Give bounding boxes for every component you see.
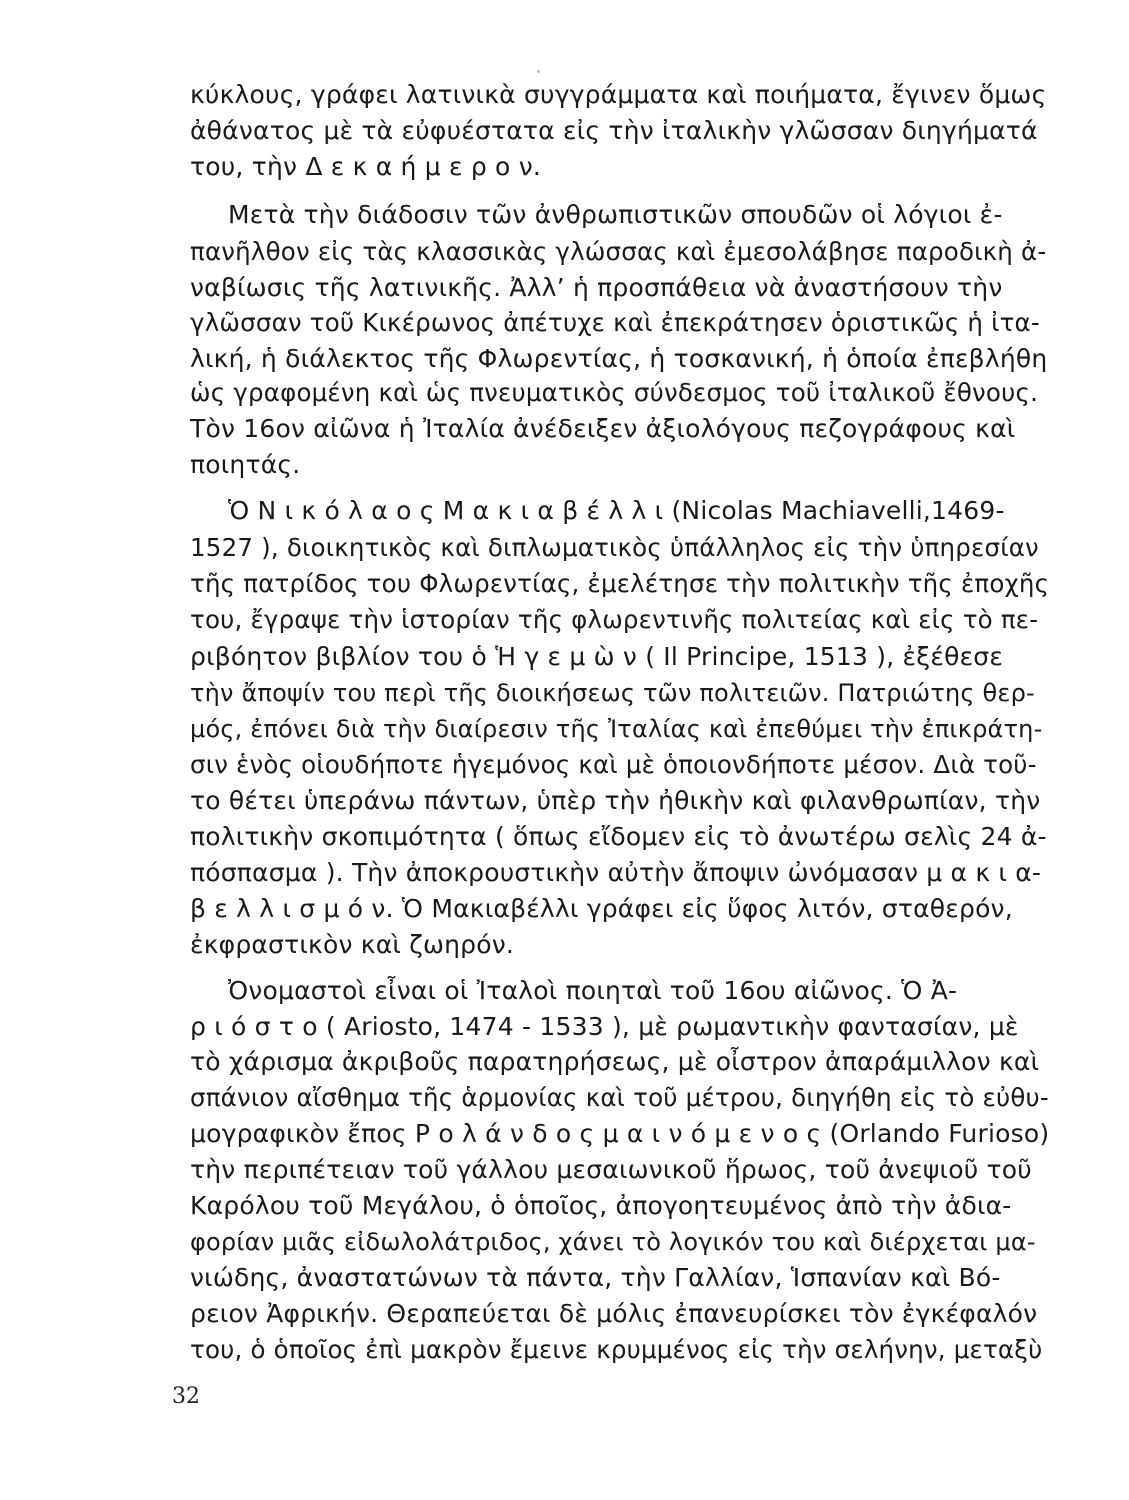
text-line: πόσπασμα ). Τὴν ἀποκρουστικὴν αὐτὴν ἄποψιν ὠνόμασαν μ α κ ι α- <box>190 858 1042 887</box>
text-line: σιν ἑνὸς οἱουδήποτε ἡγεμόνος καὶ μὲ ὁποιονδήποτε μέσον. Διὰ τοῦ- <box>190 750 1037 779</box>
text-line: ρ ι ό σ τ ο ( Ariosto, 1474 - 1533 ), μὲ ρωμαντικὴν φαντασίαν, μὲ <box>190 1012 1019 1041</box>
text-line: Καρόλου τοῦ Μεγάλου, ὁ ὁποῖος, ἀπογοητευμένος ἀπὸ τὴν ἀδια- <box>190 1191 1012 1220</box>
text-line: πολιτικὴν σκοπιμότητα ( ὅπως εἴδομεν εἰς τὸ ἀνωτέρω σελὶς 24 ἀ- <box>190 822 1047 851</box>
text-line: τὴν περιπέτειαν τοῦ γάλλου μεσαιωνικοῦ ἥρωος, τοῦ ἀνεψιοῦ τοῦ <box>190 1155 1032 1184</box>
text-line: Τὸν 16ον αἰῶνα ἡ Ἰταλία ἀνέδειξεν ἀξιολόγους πεζογράφους καὶ <box>190 414 1016 443</box>
text-line: Μετὰ τὴν διάδοσιν τῶν ἀνθρωπιστικῶν σπουδῶν οἱ λόγιοι ἐ- <box>228 200 1003 229</box>
text-line: τὴν ἄποψίν του περὶ τῆς διοικήσεως τῶν πολιτειῶν. Πατριώτης θερ- <box>190 679 1035 707</box>
text-line: μός, ἐπόνει διὰ τὴν διαίρεσιν τῆς Ἰταλίας καὶ ἐπεθύμει τὴν ἐπικράτη- <box>190 715 1043 743</box>
text-line: τὸ χάρισμα ἀκριβοῦς παρατηρήσεως, μὲ οἶστρον ἀπαράμιλλον καὶ <box>190 1047 1040 1076</box>
text-line: του, τὴν Δ ε κ α ή μ ε ρ ο ν. <box>190 152 542 181</box>
text-line: Ὀνομαστοὶ εἶναι οἱ Ἰταλοὶ ποιηταὶ τοῦ 16ου αἰῶνος. Ὁ Ἀ- <box>228 976 958 1005</box>
text-line: φορίαν μιᾶς εἰδωλολάτριδος, χάνει τὸ λογικόν του καὶ διέρχεται μα- <box>190 1228 1036 1256</box>
text-line: ρειον Ἀφρικήν. Θεραπεύεται δὲ μόλις ἐπανευρίσκει τὸν ἐγκέφαλόν <box>190 1299 1038 1328</box>
text-line: κύκλους, γράφει λατινικὰ συγγράμματα καὶ ποιήματα, ἔγινεν ὅμως <box>190 80 1047 109</box>
text-line: πανῆλθον εἰς τὰς κλασσικὰς γλώσσας καὶ ἐμεσολάβησε παροδικὴ ἀ- <box>190 237 1047 266</box>
text-line: ἀθάνατος μὲ τὰ εὐφυέστατα εἰς τὴν ἰταλικὴν γλῶσσαν διηγήματά <box>190 116 1038 145</box>
page-body <box>190 80 1050 1420</box>
text-line: τῆς πατρίδος του Φλωρεντίας, ἐμελέτησε τὴν πολιτικὴν τῆς ἐποχῆς <box>190 569 1050 598</box>
text-line: του, ὁ ὁποῖος ἐπὶ μακρὸν ἔμεινε κρυμμένος εἰς τὴν σελήνην, μεταξὺ <box>190 1335 1043 1364</box>
text-line: γλῶσσαν τοῦ Κικέρωνος ἀπέτυχε καὶ ἐπεκράτησεν ὁριστικῶς ἡ ἰτα- <box>190 308 1040 337</box>
page-number: 32 <box>172 1384 200 1409</box>
text-line: το θέτει ὑπεράνω πάντων, ὑπὲρ τὴν ἠθικὴν καὶ φιλανθρωπίαν, τὴν <box>190 786 1041 815</box>
paper-speck <box>537 70 540 73</box>
text-line: ναβίωσις τῆς λατινικῆς. Ἀλλ’ ἡ προσπάθεια νὰ ἀναστήσουν τὴν <box>190 273 1003 302</box>
text-line: λική, ἡ διάλεκτος τῆς Φλωρεντίας, ἡ τοσκανική, ἡ ὁποία ἐπεβλήθη <box>190 344 1048 373</box>
text-line: νιώδης, ἀναστατώνων τὰ πάντα, τὴν Γαλλίαν, Ἱσπανίαν καὶ Βό- <box>190 1263 1001 1292</box>
text-line: ποιητάς. <box>190 450 301 479</box>
text-line: του, ἔγραψε τὴν ἱστορίαν τῆς φλωρεντινῆς πολιτείας καὶ εἰς τὸ πε- <box>190 605 1039 634</box>
text-line: β ε λ λ ι σ μ ό ν. Ὁ Μακιαβέλλι γράφει εἰς ὕφος λιτόν, σταθερόν, <box>190 894 1013 923</box>
text-line: 1527 ), διοικητικὸς καὶ διπλωματικὸς ὑπάλληλος εἰς τὴν ὑπηρεσίαν <box>190 533 1039 562</box>
text-line: μογραφικὸν ἔπος Ρ ο λ ά ν δ ο ς μ α ι ν ό μ ε ν ο ς (Orlando Furioso) <box>190 1119 1050 1148</box>
text-line: ριβόητον βιβλίον του ὁ Ἡ γ ε μ ὼ ν ( Il Principe, 1513 ), ἐξέθεσε <box>190 642 1004 671</box>
text-line: ἐκφραστικὸν καὶ ζωηρόν. <box>190 930 515 959</box>
text-line: Ὁ Ν ι κ ό λ α ο ς Μ α κ ι α β έ λ λ ι (Nicolas Machiavelli,1469- <box>228 496 1005 525</box>
text-line: σπάνιον αἴσθημα τῆς ἁρμονίας καὶ τοῦ μέτρου, διηγήθη εἰς τὸ εὐθυ- <box>190 1083 1049 1112</box>
text-line: ὡς γραφομένη καὶ ὡς πνευματικὸς σύνδεσμος τοῦ ἰταλικοῦ ἔθνους. <box>190 378 1039 407</box>
